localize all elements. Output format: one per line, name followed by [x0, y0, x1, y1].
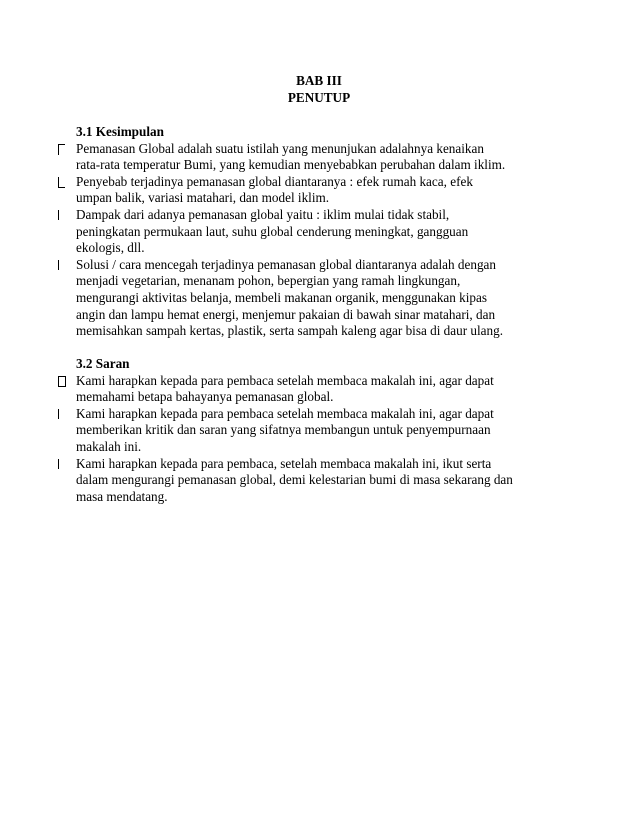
- chapter-title: PENUTUP: [287, 90, 351, 105]
- paragraph: [76, 257, 566, 340]
- margin-marker-icon: [58, 144, 65, 155]
- margin-marker-icon: [58, 210, 65, 220]
- paragraph-line: Kami harapkan kepada para pembaca setelah membaca makalah ini, agar dapat: [76, 372, 494, 388]
- paragraph: [76, 207, 566, 257]
- paragraph-line: umpan balik, variasi matahari, dan model iklim.: [76, 190, 330, 206]
- paragraph-line: Kami harapkan kepada para pembaca, setelah membaca makalah ini, ikut serta: [76, 455, 492, 471]
- paragraph-line: Penyebab terjadinya pemanasan global diantaranya : efek rumah kaca, efek: [76, 173, 473, 189]
- margin-marker-icon: [58, 409, 65, 419]
- margin-marker-icon: [58, 260, 65, 270]
- paragraph: [76, 456, 566, 506]
- margin-marker-icon: [58, 459, 65, 469]
- paragraph: [76, 141, 566, 174]
- paragraph-line: memisahkan sampah kertas, plastik, serta sampah kaleng agar bisa di daur ulang.: [76, 323, 503, 339]
- paragraph: [76, 174, 566, 207]
- section-title: 3.1 Kesimpulan: [76, 124, 164, 139]
- paragraph-line: makalah ini.: [76, 438, 142, 454]
- chapter-heading: [0, 72, 638, 106]
- paragraph-line: Solusi / cara mencegah terjadinya pemanasan global diantaranya adalah dengan: [76, 256, 496, 272]
- paragraph: [76, 406, 566, 456]
- margin-marker-icon: [58, 177, 65, 188]
- paragraph-line: ekologis, dll.: [76, 240, 145, 256]
- paragraph-line: memberikan kritik dan saran yang sifatnya membangun untuk penyempurnaan: [76, 422, 491, 438]
- paragraph: [76, 373, 566, 406]
- paragraph-line: Kami harapkan kepada para pembaca setelah membaca makalah ini, agar dapat: [76, 405, 494, 421]
- paragraph-line: angin dan lampu hemat energi, menjemur pakaian di bawah sinar matahari, dan: [76, 306, 496, 322]
- paragraph-line: peningkatan permukaan laut, suhu global cenderung meningkat, gangguan: [76, 223, 469, 239]
- paragraph-line: masa mendatang.: [76, 488, 168, 504]
- paragraph-line: Pemanasan Global adalah suatu istilah yang menunjukan adalahnya kenaikan: [76, 140, 484, 156]
- chapter-number: BAB III: [296, 73, 342, 88]
- paragraph-line: dalam mengurangi pemanasan global, demi kelestarian bumi di masa sekarang dan: [76, 472, 513, 488]
- paragraph-line: rata-rata temperatur Bumi, yang kemudian menyebabkan perubahan dalam iklim.: [76, 157, 506, 173]
- paragraph-line: memahami betapa bahayanya pemanasan global.: [76, 389, 334, 405]
- paragraph-line: Dampak dari adanya pemanasan global yaitu : iklim mulai tidak stabil,: [76, 206, 450, 222]
- margin-marker-icon: [58, 376, 66, 387]
- paragraph-line: mengurangi aktivitas belanja, membeli makanan organik, menggunakan kipas: [76, 289, 488, 305]
- paragraph-line: menjadi vegetarian, menanam pohon, bepergian yang ramah lingkungan,: [76, 273, 461, 289]
- section-saran: [76, 356, 566, 505]
- section-title: 3.2 Saran: [76, 356, 130, 371]
- section-kesimpulan: [76, 124, 566, 340]
